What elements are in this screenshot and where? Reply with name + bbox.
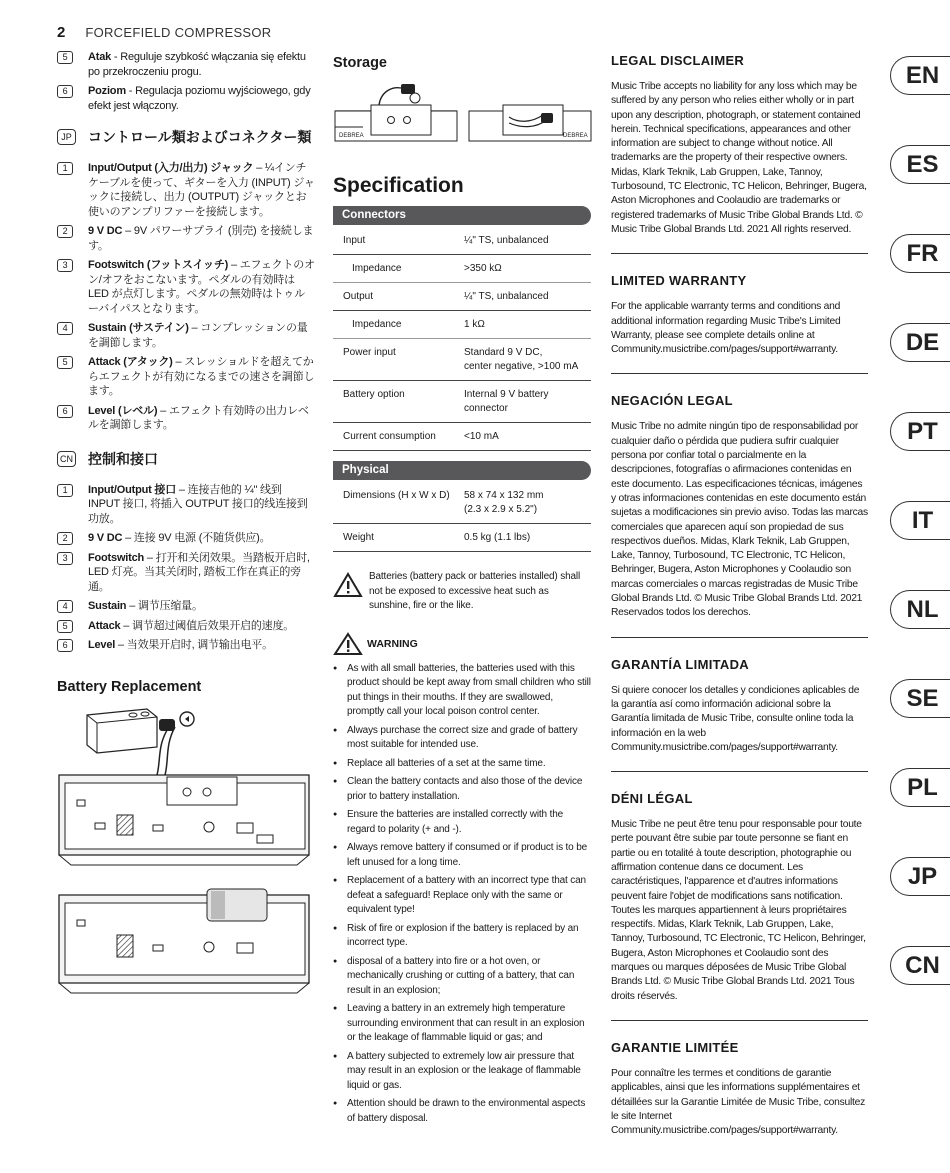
jp-language-tag: JP [57,129,76,145]
connector-spec-value: <10 mA [464,431,499,442]
physical-bar: Physical [333,461,591,480]
warning-item: ● Always remove battery if consumed or if product is to be left unused for a long time. [333,841,591,870]
jp-item-description: – コンプレッションの量を調節します。 [88,322,308,349]
connector-spec-row [333,339,591,381]
jp-item-label: Input/Output (入力/出力) ジャック [88,162,254,174]
jp-item [57,258,315,316]
pl-item-label: Atak [88,51,112,63]
connector-spec-key: Output [343,291,374,302]
warning-item: ● Replacement of a battery with an incorrect type that can defeat a safeguard! Replace only with the same or equivalent type! [333,874,591,918]
cn-item-text [88,619,294,634]
jp-item [57,161,315,219]
cn-section-title: 控制和接口 [88,450,158,467]
connector-spec-key: Current consumption [343,431,436,442]
cn-item [57,638,315,653]
pedal-open-top-drawing [59,775,309,865]
storage-pedal-with-clip-drawing [335,84,457,141]
page-header [57,24,272,41]
connector-spec-key: Power input [343,347,396,358]
storage-title: Storage [333,55,387,71]
language-tab-es[interactable]: ES [890,145,950,184]
jp-item-text [88,404,315,433]
cn-controls-list [57,483,315,653]
physical-spec-key: Dimensions (H x W x D) [343,490,450,501]
battery-replacement-title: Battery Replacement [57,678,202,695]
warning-item: ● As with all small batteries, the batteries used with this product should be kept away from small children who still put things in their mouths. If they are swallowed, promptly call your local poison control center. [333,662,591,720]
warning-item: ● Clean the battery contacts and also those of the device prior to battery installation. [333,775,591,804]
jp-item-description: – 9V パワーサプライ (別売) を接続します。 [88,225,314,252]
cn-item-number: 6 [57,639,73,652]
connector-spec-row [333,311,591,339]
language-tab-de[interactable]: DE [890,323,950,362]
legal-section-body: For the applicable warranty terms and conditions and additional information regarding Music Tribe's Limited Warranty, please see complete details online at Community.musictribe.com/pages/support#warranty. [611,301,841,356]
cn-item-number: 3 [57,552,73,565]
connectors-table [333,227,591,451]
connector-spec-row [333,227,591,255]
pl-item-number: 5 [57,51,73,64]
cn-item-label: Attack [88,619,121,632]
jp-item-label: Sustain (サステイン) [88,322,189,334]
jp-item [57,321,315,350]
specification-title: Specification [333,174,464,197]
cn-item-number: 1 [57,484,73,497]
document-title: FORCEFIELD COMPRESSOR [85,25,272,40]
storage-brand-mark-right: DEBREA [563,133,588,139]
cn-item [57,551,315,595]
cn-item-text [88,531,270,546]
jp-item [57,404,315,433]
connector-spec-row [333,381,591,423]
warning-list [333,662,591,1127]
cn-item-text [88,638,273,653]
legal-section-title: GARANTÍA LIMITADA [611,656,749,672]
connector-spec-key: Impedance [352,319,402,330]
jp-item-number: 4 [57,322,73,335]
warning-item: ● Ensure the batteries are installed correctly with the regard to polarity (+ and -). [333,808,591,837]
battery-replacement-illustration [57,705,315,1005]
cn-section-heading [57,449,315,469]
cn-item-description: – 调节超过阈值后效果开启的速度。 [120,619,295,632]
storage-brand-mark-left: DEBREA [339,133,364,139]
jp-item-text [88,224,315,253]
legal-section [611,393,868,637]
legal-section [611,1040,868,1154]
cn-item-description: – 当效果开启时, 调节输出电平。 [115,639,273,651]
jp-item-description: – エフェクト有効時の出力レベルを調節します。 [88,404,309,431]
legal-section-body: Pour connaître les termes et conditions de garantie applicables, ainsi que les informations supplémentaires et détaillées sur la Garantie Limitée de Music Tribe, consultez le site Internet Community.musictribe.com/pages/support#warranty. [611,1067,865,1137]
battery-caution-text: Batteries (battery pack or batteries installed) shall not be exposed to excessive heat such as sunshine, fire or the like. [369,571,581,611]
jp-item [57,224,315,253]
jp-item-number: 6 [57,405,73,418]
connector-spec-value: >350 kΩ [464,263,502,274]
storage-pedal-stored-drawing [469,105,591,141]
jp-item-label: Footswitch (フットスイッチ) [88,259,229,271]
legal-section-body: Si quiere conocer los detalles y condiciones aplicables de la garantía así como información adicional sobre la Garantía limitada de Music Tribe, consulte online toda la información en la web Community.musictribe.com/pages/support#warranty. [611,684,860,753]
connector-spec-value: Standard 9 V DC, center negative, >100 mA [464,347,579,372]
battery-icon [87,709,157,753]
battery-caution [333,570,591,614]
legal-section-title: DÉNI LÉGAL [611,791,693,807]
connector-spec-value: 1 kΩ [464,319,485,330]
jp-section-title: コントロール類およびコネクター類 [88,129,312,145]
legal-section-title: NEGACIÓN LEGAL [611,393,733,409]
connector-spec-key: Input [343,235,366,246]
cn-item-text [88,483,315,527]
connector-spec-value: ¼" TS, unbalanced [464,291,549,302]
connectors-bar: Connectors [333,206,591,225]
jp-item-number: 2 [57,225,73,238]
connector-spec-row [333,423,591,451]
language-tabs [890,56,950,1035]
storage-illustration [333,83,593,145]
cn-item [57,531,315,546]
pl-item-text [88,84,315,113]
cn-item-label: Footswitch [88,551,145,564]
pl-item [57,84,315,113]
jp-item-description: – ¼インチケーブルを使って、ギターを入力 (INPUT) ジャックに接続し、出力 (OUTPUT) ジャックとお使いのアンプリファーを接続します。 [88,162,315,218]
jp-section-heading [57,127,315,147]
language-tab-en[interactable]: EN [890,56,950,95]
pedal-with-battery-drawing [59,889,309,993]
physical-spec-value: 0.5 kg (1.1 lbs) [464,532,531,543]
cn-item-number: 5 [57,620,73,633]
warning-title: WARNING [367,637,418,650]
pl-item [57,50,315,79]
jp-item-text [88,258,315,316]
jp-item-number: 3 [57,259,73,272]
jp-item-number: 1 [57,162,73,175]
middle-column [333,53,591,1130]
legal-section-title: GARANTIE LIMITÉE [611,1039,739,1055]
jp-item-description: – スレッショルドを超えてからエフェクトが有効になるまでの速さを調節します。 [88,356,315,397]
connector-spec-value: Internal 9 V battery connector [464,389,549,414]
legal-section-title: LEGAL DISCLAIMER [611,53,745,68]
cn-item-description: – 连接吉他的 ¼" 线到 INPUT 接口, 将插入 OUTPUT 接口的线连接到功放。 [88,483,308,525]
jp-item-text [88,355,315,399]
cn-item-description: – 调节压缩量。 [126,600,203,612]
cn-item-text [88,599,203,614]
jp-item-label: Level (レベル) [88,404,158,417]
physical-table [333,482,591,552]
cn-item-description: – 连接 9V 电源 (不随货供应)。 [122,532,271,544]
jp-item-label: Attack (アタック) [88,356,173,368]
warning-item: ● Risk of fire or explosion if the battery is replaced by an incorrect type. [333,922,591,951]
cn-item-label: Level [88,639,116,651]
jp-item-text [88,161,315,219]
legal-column [611,53,868,1173]
connector-spec-key: Battery option [343,389,405,400]
cn-item [57,483,315,527]
cn-item [57,619,315,634]
polish-controls-list [57,50,315,113]
cn-item [57,599,315,614]
cn-item-text [88,551,315,595]
language-tab-pl[interactable]: PL [890,768,950,807]
battery-clip-icon [157,712,194,775]
pl-item-text [88,50,315,79]
legal-section [611,273,868,374]
warning-item: ● Always purchase the correct size and grade of battery most suitable for intended use. [333,724,591,753]
cn-item-description: – 打开和关闭效果。当踏板开启时, LED 灯亮。当其关闭时, 踏板工作在真正的旁通。 [88,551,310,593]
language-tab-pt[interactable]: PT [890,412,950,451]
page-number: 2 [57,24,66,41]
physical-spec-row [333,524,591,552]
legal-section [611,791,868,1021]
pl-item-description: - Reguluje szybkość włączania się efektu po przekroczeniu progu. [88,51,306,78]
warning-item: ● Leaving a battery in an extremely high temperature surrounding environment that can result in an explosion or the leakage of flammable liquid or gas; and [333,1002,591,1046]
physical-spec-row [333,482,591,524]
language-tab-se[interactable]: SE [890,679,950,718]
legal-section-body: Music Tribe ne peut être tenu pour responsable pour toute perte pouvant être subie par toute personne se fiant en partie ou en totalité à toute description, photographie ou affirmation contenue dans ce document. Les caractéristiques, l'apparence et d'autres informations peuvent faire l'objet de modifications sans notification. Toutes les marques appartiennent à leurs propriétaires respectifs. Midas, Klark Teknik, Lab Gruppen, Lake, Tannoy, Turbosound, TC Electronic, TC Helicon, Behringer, Bugera, Aston Microphones et Coolaudio sont des marques ou marques déposées de Music Tribe Global Brands Ltd. © Music Tribe Global Brands Ltd. 2021 Tous droits réservés. [611,819,866,1002]
jp-controls-list [57,161,315,433]
cn-language-tag: CN [57,451,76,467]
cn-item-label: Input/Output 接口 [88,483,177,496]
warning-item: ● Attention should be drawn to the environmental aspects of battery disposal. [333,1097,591,1126]
warning-heading [333,632,591,656]
connector-spec-value: ¼" TS, unbalanced [464,235,549,246]
cn-item-label: Sustain [88,600,127,612]
language-tab-nl[interactable]: NL [890,590,950,629]
legal-section-title: LIMITED WARRANTY [611,273,747,289]
legal-section [611,53,868,254]
legal-section-body: Music Tribe no admite ningún tipo de responsabilidad por cualquier daño o pérdida que pudiera sufrir cualquier persona por confiar total o parcialmente en la descripciones, fotografías o afirmaciones contenidas en este documento. Las especificaciones técnicas, imágenes y otras informaciones contenidas en este documento están sujetas a modificaciones sin previo aviso. Todas las marcas comerciales que aparecen aquí son propiedad de sus respectivos dueños. Midas, Klark Teknik, Lab Gruppen, Lake, Tannoy, Turbosound, TC Electronic, TC Helicon, Behringer, Bugera, Aston Microphones y Coolaudio son marcas comerciales o marcas registradas de Music Tribe Global Brands Ltd. © Music Tribe Global Brands Ltd. 2021 Reservados todos los derechos. [611,421,868,619]
warning-item: ● Replace all batteries of a set at the same time. [333,757,591,772]
left-column [57,50,315,1010]
language-tab-fr[interactable]: FR [890,234,950,273]
language-tab-it[interactable]: IT [890,501,950,540]
language-tab-jp[interactable]: JP [890,857,950,896]
jp-item [57,355,315,399]
legal-section [611,657,868,772]
warning-item: ● disposal of a battery into fire or a hot oven, or mechanically crushing or cutting of a battery, that can result in an explosion; [333,955,591,999]
cn-item-number: 4 [57,600,73,613]
caution-triangle-icon [333,572,363,598]
legal-section-body: Music Tribe accepts no liability for any loss which may be suffered by any person who relies either wholly or in part upon any description, photograph, or statement contained herein. Technical specifications, appearances and other information are subject to change without notice. All trademarks are the property of their respective owners. Midas, Klark Teknik, Lab Gruppen, Lake, Tannoy, Turbosound, TC Electronic, TC Helicon, Behringer, Bugera, Aston Microphones and Coolaudio are trademarks or registered trademarks of Music Tribe Global Brands Ltd. © Music Tribe Global Brands Ltd. 2021 All rights reserved. [611,81,867,235]
warning-triangle-icon [333,632,363,656]
physical-spec-key: Weight [343,532,374,543]
jp-item-label: 9 V DC [88,225,123,237]
jp-item-description: – エフェクトのオン/オフをおこないます。ペダルの有効時は LED が点灯します。ペダルの無効時はトゥルーバイパスとなります。 [88,259,315,315]
pl-item-label: Poziom [88,85,126,97]
connector-spec-row [333,283,591,311]
cn-item-number: 2 [57,532,73,545]
connector-spec-key: Impedance [352,263,402,274]
connector-spec-row [333,255,591,283]
jp-item-text [88,321,315,350]
jp-item-number: 5 [57,356,73,369]
physical-spec-value: 58 x 74 x 132 mm (2.3 x 2.9 x 5.2") [464,490,544,515]
cn-item-label: 9 V DC [88,532,123,544]
pl-item-description: - Regulacja poziomu wyjściowego, gdy efekt jest włączony. [88,85,311,112]
warning-item: ● A battery subjected to extremely low air pressure that may result in an explosion or the leakage of flammable liquid or gas. [333,1050,591,1094]
language-tab-cn[interactable]: CN [890,946,950,985]
pl-item-number: 6 [57,85,73,98]
